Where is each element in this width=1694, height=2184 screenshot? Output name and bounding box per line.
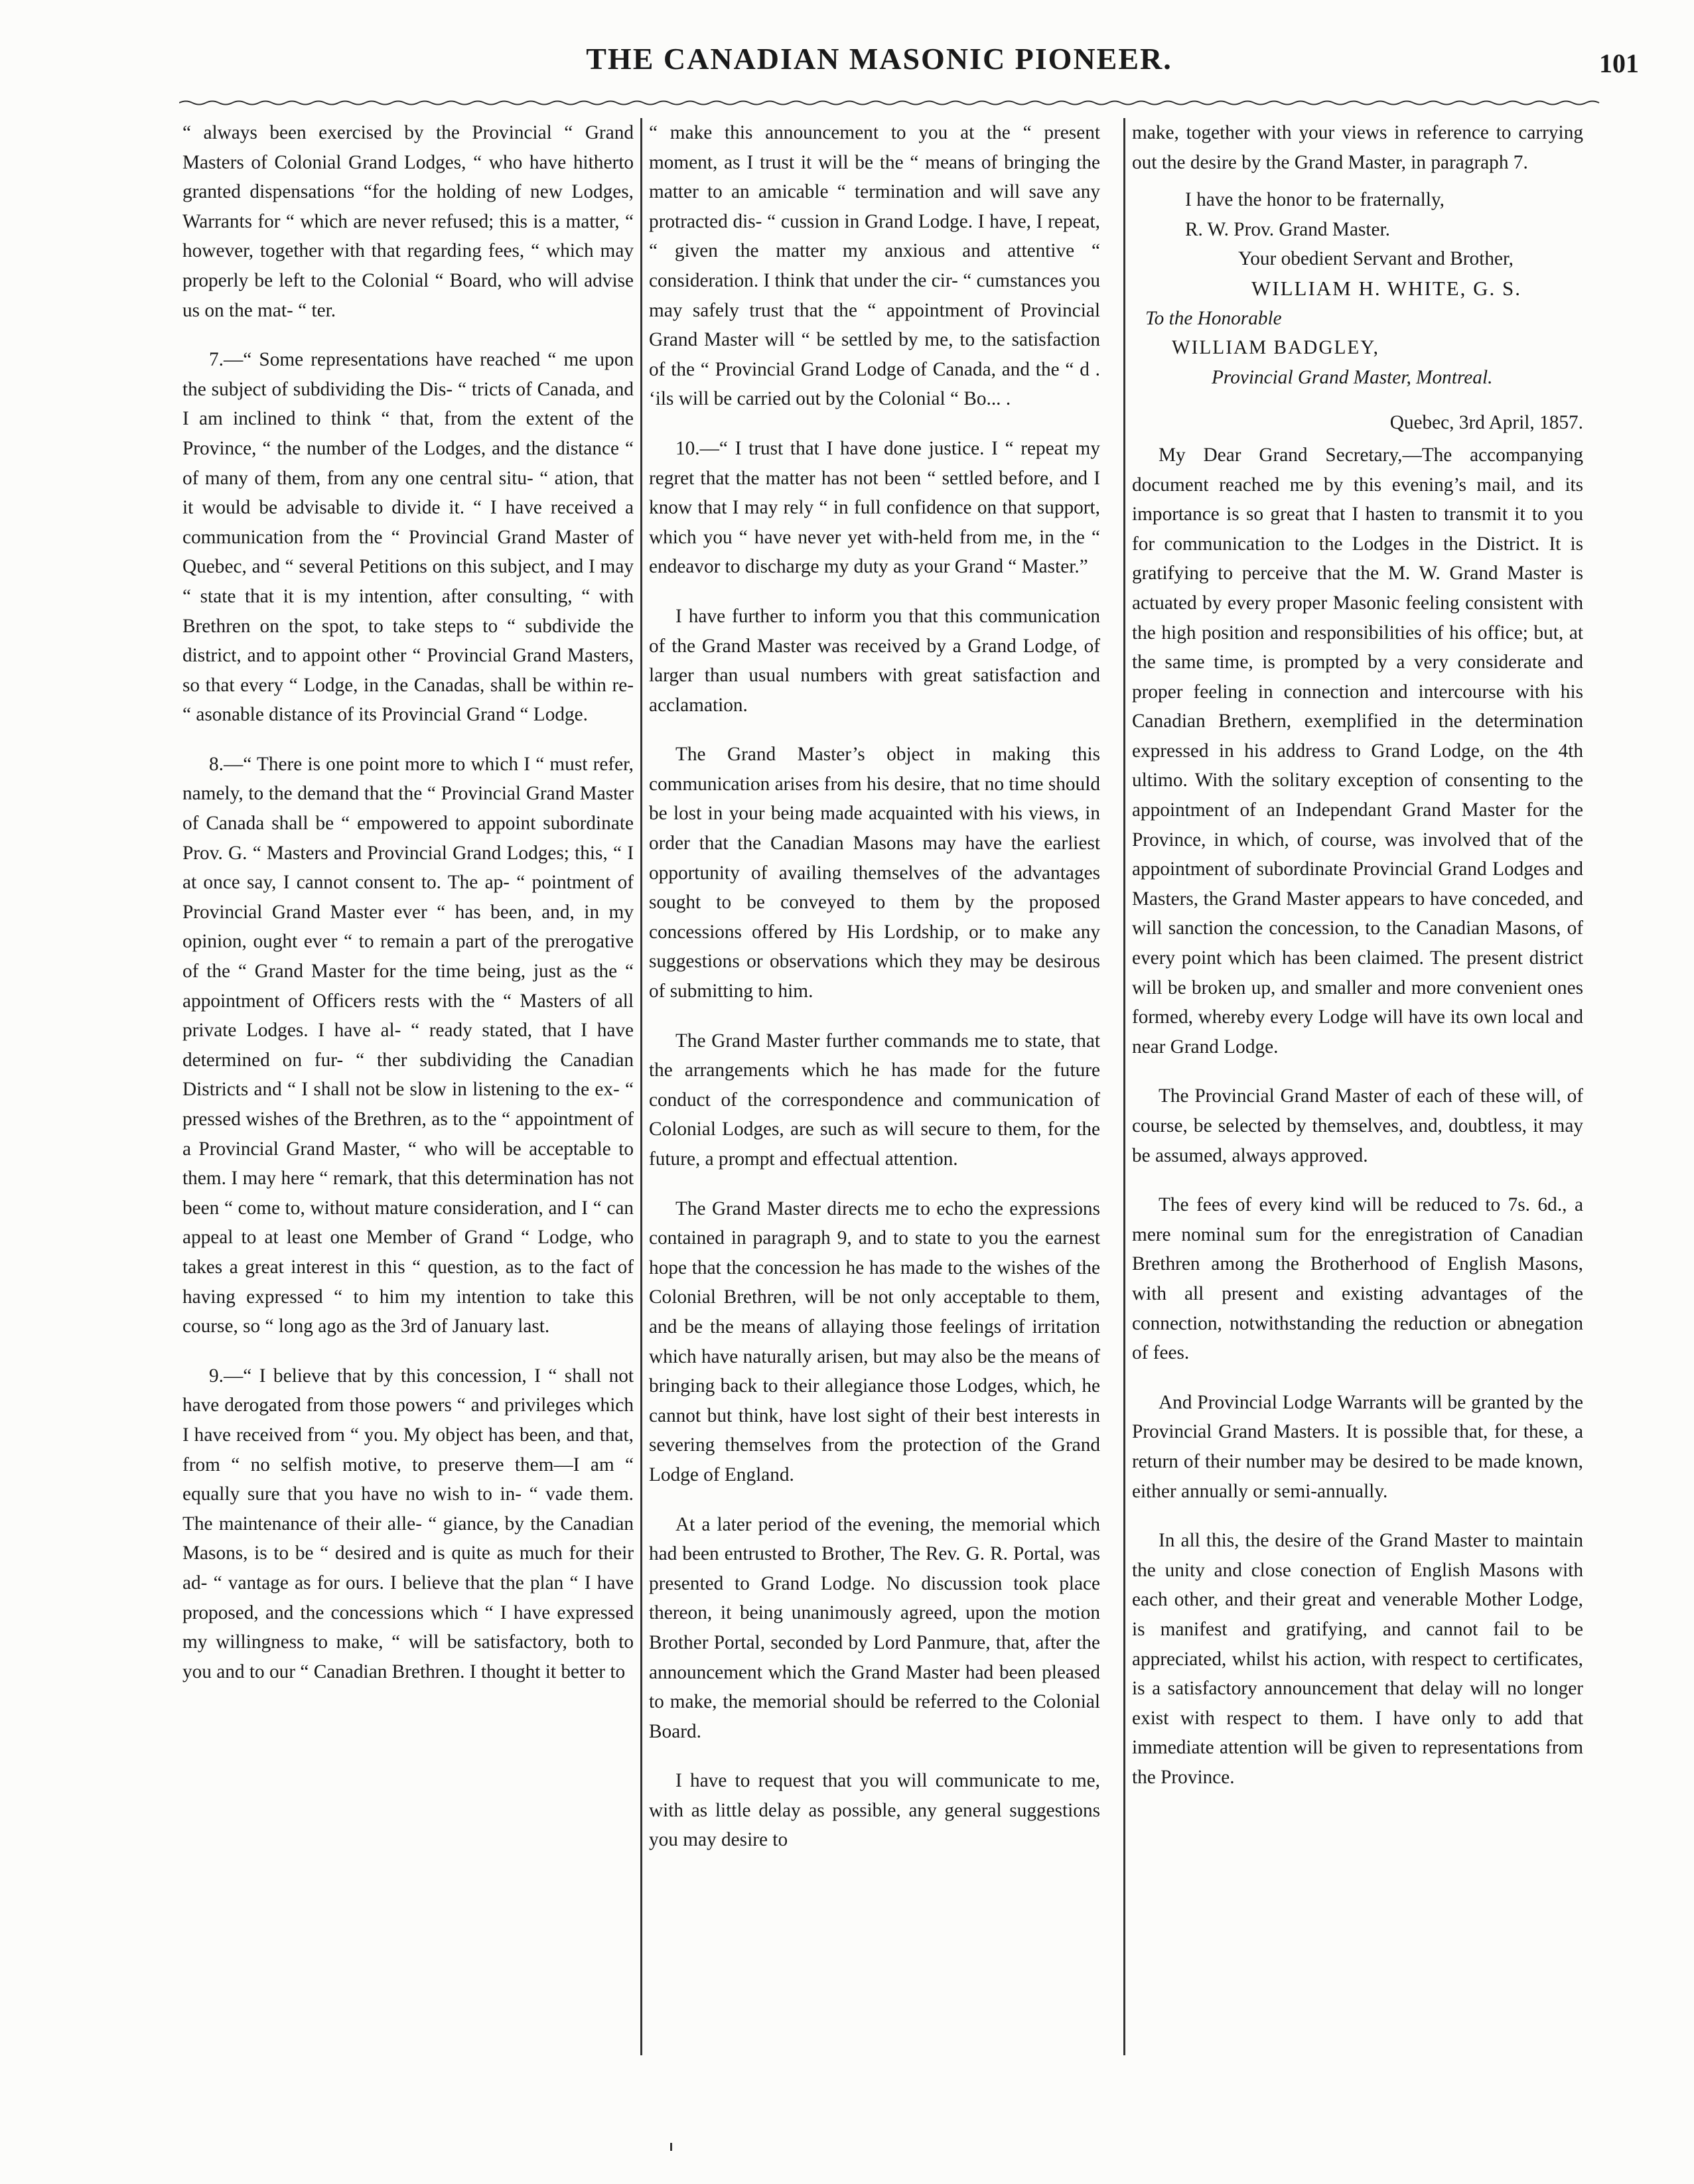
paragraph: 10.—“ I trust that I have done justice. I “ repeat my regret that the matter has not been “ settled before, and I know that I may rely “ in full confidence on that support, which you “ have never yet with-held from me, in the “ endeavor to discharge my duty as your Grand “ Master.” [649, 437, 1100, 578]
paragraph: “ always been exercised by the Provincial “ Grand Masters of Colonial Grand Lodges, “ who have hitherto granted dispensations “for the holding of new Lodges, Warrants for “ which are never refused; this is a matter, “ however, together with that regarding fees, “ which may properly be left to the Colonial “ Board, who will advise us on the mat- “ ter. [182, 122, 634, 321]
paragraph: In all this, the desire of the Grand Master to maintain the unity and close conection of English Masons with each other, and their great and venerable Mother Lodge, is manifest and gratifying, and cannot fail to be appreciated, whilst his action, with respect to certificates, is a satisfactory announcement that delay will no longer exist with respect to them. I have only to add that immediate attention will be given to representations from the Province. [1132, 1530, 1583, 1788]
paragraph: make, together with your views in reference to carrying out the desire by the Grand Master, in paragraph 7. [1132, 122, 1583, 173]
page-header [119, 41, 1639, 94]
paragraph: The Grand Master’s object in making this communication arises from his desire, that no time should be lost in your being made acquainted with his views, in order that the Canadian Masons may have the earliest opportunity of availing themselves of the advantages sought to be conveyed to them by the proposed concessions offered by His Lordship, or to make any suggestions or observations which they may be desirous of submitting to him. [649, 744, 1100, 1002]
paragraph: The Grand Master directs me to echo the expressions contained in paragraph 9, and to state to you the earnest hope that the concession he has made to the wishes of the Colonial Brethren, will be not only acceptable to them, and be the means of allaying those feelings of irritation which have naturally arisen, but may also be the means of bringing back to their allegiance those Lodges, which, he cannot but think, have lost sight of their best interests in severing themselves from the protection of the Grand Lodge of England. [649, 1197, 1100, 1485]
paragraph: At a later period of the evening, the memorial which had been entrusted to Brother, The Rev. G. R. Portal, was presented to Grand Lodge. No discussion took place thereon, it being unanimously agreed, upon the motion Brother Portal, seconded by Lord Panmure, that, after the announcement which the Grand Master had been pleased to make, the memorial should be referred to the Colonial Board. [649, 1513, 1100, 1742]
column-divider-2 [1123, 118, 1125, 2055]
column-divider-1 [640, 118, 642, 2055]
print-mark [670, 2143, 672, 2151]
paragraph: 8.—“ There is one point more to which I “ must refer, namely, to the demand that the “ Provincial Grand Master of Canada shall be “ empowered to appoint subordinate Prov. G. “ Masters and Provincial Grand Lodges; this, “ I at once say, I cannot consent to. The ap- “ pointment of Provincial Grand Master ever “ has been, and, in my opinion, ought ever “ to remain a part of the prerogative of the “ Grand Master for the time being, just as the “ appointment of Officers rests with the “ Masters of all private Lodges. I have al- “ ready stated, that I have determined on fur- “ ther subdividing the Canadian Districts and “ I shall not be slow in listening to the ex- “ pressed wishes of the Brethren, as to the “ appointment of a Provincial Grand Master, “ who will be acceptable to them. I may here “ remark, that this determination has not been “ come to, without mature consideration, and I “ can appeal to at least one Member of Grand “ Lodge, who takes a great interest in this “ question, as to the fact of having expressed “ to him my intention to take this course, so “ long ago as the 3rd of January last. [182, 753, 634, 1337]
address-title: Provincial Grand Master, Montreal. [1212, 366, 1493, 388]
signature: WILLIAM H. WHITE, G. S. [1251, 276, 1522, 300]
running-title: THE CANADIAN MASONIC PIONEER. [586, 42, 1172, 76]
column-3 [1132, 118, 1583, 2108]
paragraph: 7.—“ Some representations have reached “ me upon the subject of subdividing the Dis- “ tricts of Canada, and I am inclined to think “ that, from the extent of the Province, “ the number of the Lodges, and the distance “ of many of them, from any one central situ- “ ation, that it would be advisable to divide it. “ I have received a communication from the “ Provincial Grand Master of Quebec, and “ several Petitions on this subject, and I may “ state that it is my intention, after consulting, “ with Brethren on the spot, to take steps to “ subdivide the district, and to appoint other “ Provincial Grand Masters, so that every “ Lodge, in the Canadas, shall be within re- “ asonable distance of its Provincial Grand “ Lodge. [182, 349, 634, 726]
paragraph: The fees of every kind will be reduced to 7s. 6d., a mere nominal sum for the enregistration of Canadian Brethren among the Brotherhood of English Masons, with all present and existing advantages of the connection, notwithstanding the reduction or abnegation of fees. [1132, 1194, 1583, 1364]
paragraph: The Grand Master further commands me to state, that the arrangements which he has made for the future conduct of the correspondence and communication of Colonial Lodges, are such as will secure to them, for the future, a prompt and effectual attention. [649, 1030, 1100, 1170]
dateline: Quebec, 3rd April, 1857. [1389, 412, 1583, 434]
paragraph: I have to request that you will communicate to me, with as little delay as possible, any general suggestions you may desire to [649, 1770, 1100, 1851]
paragraph: The Provincial Grand Master of each of these will, of course, be selected by themselves, and, doubtless, it may be assumed, always approved. [1132, 1085, 1583, 1166]
paragraph: I have further to inform you that this communication of the Grand Master was received by a Grand Lodge, of larger than usual numbers with great satisfaction and acclamation. [649, 605, 1100, 716]
closing-line: I have the honor to be fraternally, [1185, 189, 1445, 211]
column-1 [182, 118, 634, 2108]
address-to: To the Honorable [1145, 307, 1282, 329]
paragraph: “ make this announcement to you at the “ present moment, as I trust it will be the “ means of bringing the matter to an amicable “ termination and will save any protracted dis- “ cussion in Grand Lodge. I have, I repeat, “ given the matter my anxious and attentive “ consideration. I think that under the cir- “ cumstances you may safely trust that the “ appointment of Provincial Grand Master will “ be settled by me, to the satisfaction of the “ Provincial Grand Lodge of Canada, and the “ d . ‘ils will be carried out by the Colonial “ Bo... . [649, 122, 1100, 410]
paragraph: 9.—“ I believe that by this concession, I “ shall not have derogated from those powers “ and privileges which I have received from “ you. My object has been, and that, from “ no selfish motive, to preserve them—I am “ equally sure that you have no wish to in- “ vade them. The maintenance of their alle- “ giance, by the Canadian Masons, is to be “ desired and is quite as much for their ad- “ vantage as for ours. I believe that the plan “ I have proposed, and the concessions which “ I have expressed my willingness to make, “ will be satisfactory, both to you and to our “ Canadian Brethren. I thought it better to [182, 1365, 634, 1682]
closing-line: R. W. Prov. Grand Master. [1185, 218, 1390, 240]
header-rule [179, 100, 1606, 106]
column-2 [649, 118, 1100, 2108]
address-name: WILLIAM BADGLEY, [1172, 337, 1379, 359]
page-number: 101 [1599, 48, 1639, 78]
paragraph: And Provincial Lodge Warrants will be granted by the Provincial Grand Masters. It is possible that, for these, a return of their number may be desired to be made known, either annually or semi-annually. [1132, 1391, 1583, 1502]
paragraph: My Dear Grand Secretary,—The accompanying document reached me by this evening’s mail, and its importance is so great that I hasten to transmit it to you for communication to the Lodges in the District. It is gratifying to perceive that the M. W. Grand Master is actuated by every proper Masonic feeling consistent with the high position and responsibilities of his office; but, at the same time, is prompted by a very considerate and proper feeling in connection and intercourse with his Canadian Brethern, exemplified in the determination expressed in his address to Grand Lodge, on the 4th ultimo. With the solitary exception of consenting to the appointment of an Independant Grand Master for the Province, in which, of course, was involved that of the appointment of subordinate Provincial Grand Lodges and Masters, the Grand Master appears to have conceded, and will sanction the concession, to the Canadian Masons, of every point which has been claimed. The present district will be broken up, and smaller and more convenient ones formed, whereby every Lodge will have its own local and near Grand Lodge. [1132, 444, 1583, 1058]
closing-line: Your obedient Servant and Brother, [1238, 248, 1514, 270]
